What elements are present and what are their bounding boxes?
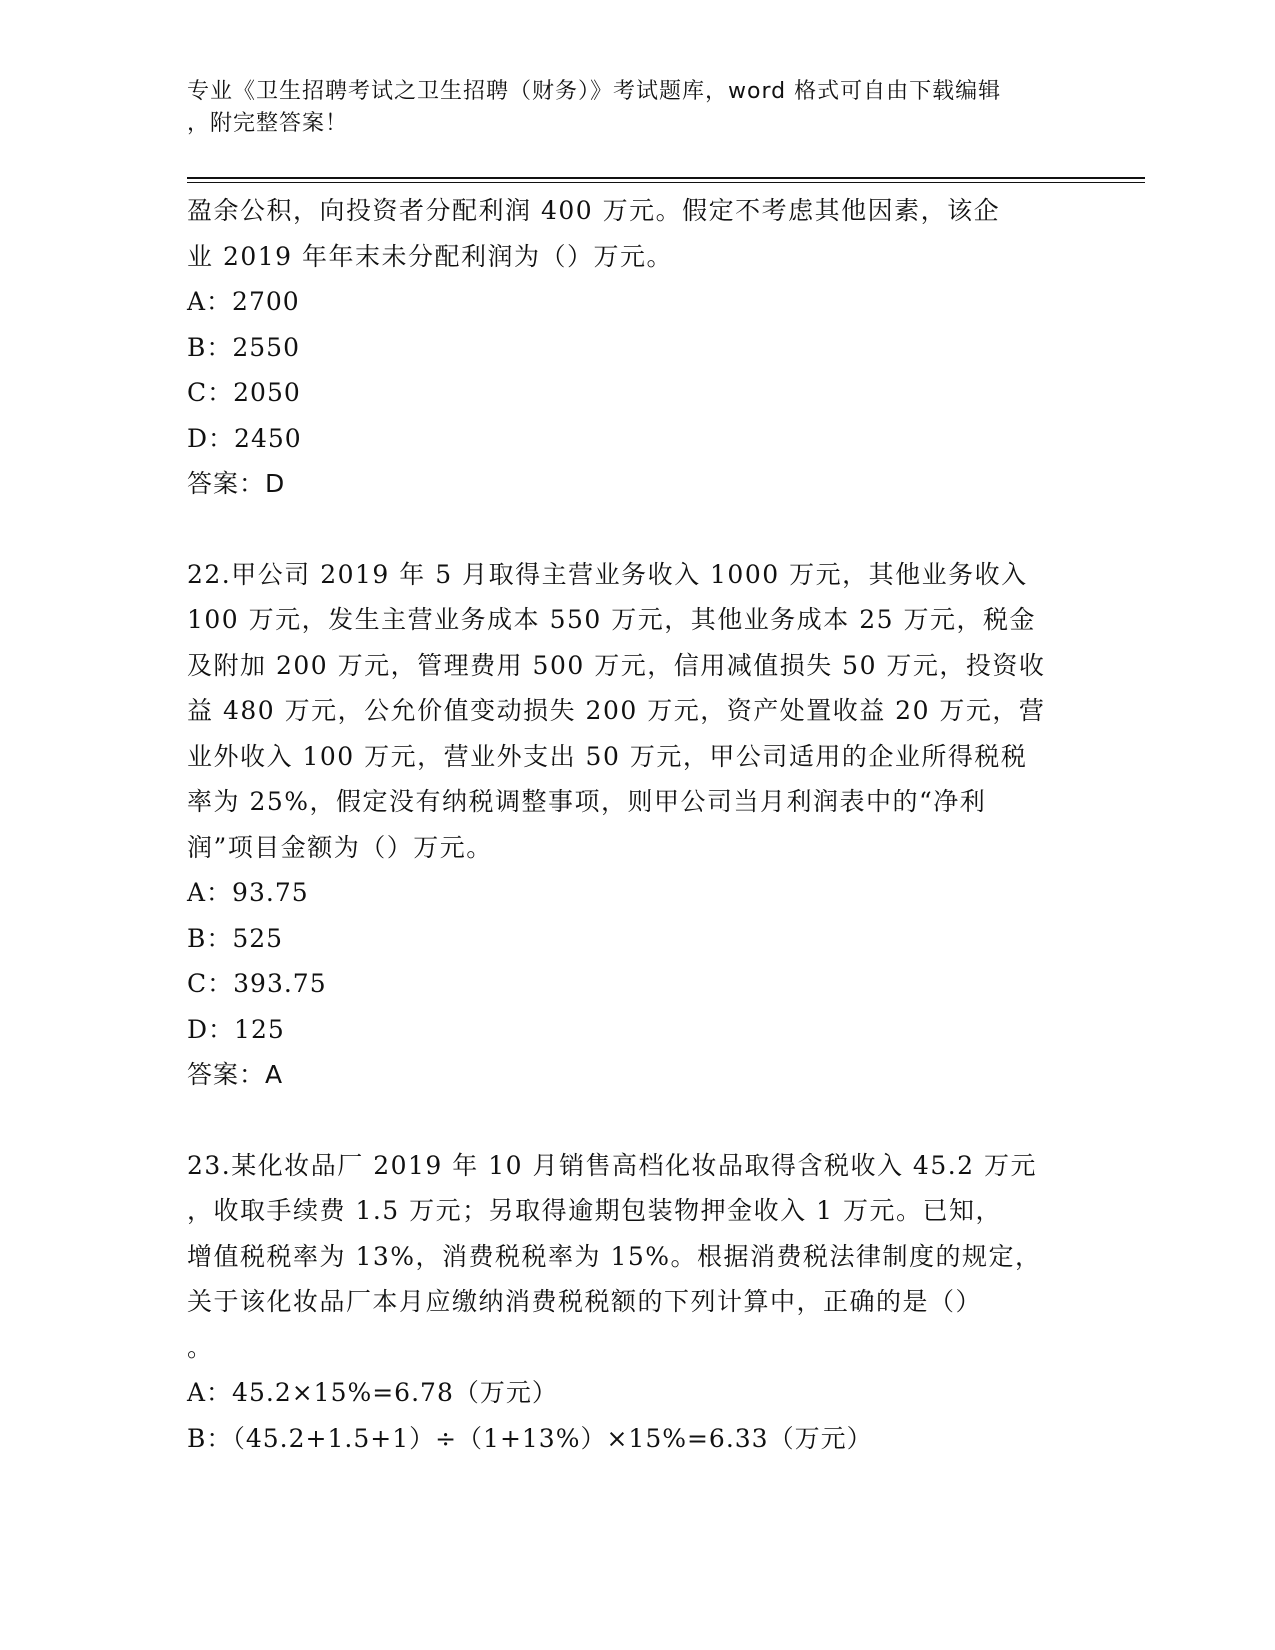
document-header — [187, 76, 1077, 140]
option-d: D：2450 — [187, 423, 302, 453]
header-title-line-2: ，附完整答案！ — [187, 111, 349, 136]
question-text-line: 增值税税率为 13%，消费税税率为 15%。根据消费税法律制度的规定， — [187, 1241, 1042, 1271]
header-divider-thin — [187, 182, 1145, 183]
question-text-line: 22.甲公司 2019 年 5 月取得主营业务收入 1000 万元，其他业务收入 — [187, 559, 1028, 589]
question-text-line: 益 480 万元，公允价值变动损失 200 万元，资产处置收益 20 万元，营 — [187, 696, 1046, 725]
option-b: B：2550 — [187, 332, 300, 362]
question-22 — [187, 552, 1077, 1098]
option-d: D：125 — [187, 1014, 285, 1044]
question-23 — [187, 1143, 1077, 1462]
option-a: A：45.2×15%=6.78（万元） — [187, 1378, 558, 1407]
question-text-line: 率为 25%，假定没有纳税调整事项，则甲公司当月利润表中的“净利 — [187, 787, 987, 816]
option-b: B：525 — [187, 923, 284, 953]
option-c: C：393.75 — [187, 969, 327, 998]
question-text-line: 润”项目金额为（）万元。 — [187, 832, 493, 862]
answer-line: 答案：A — [187, 1060, 284, 1089]
option-a: A：2700 — [187, 287, 300, 316]
header-title-line-1: 专业《卫生招聘考试之卫生招聘（财务）》考试题库，word 格式可自由下载编辑 — [187, 79, 1002, 104]
question-text-line: 及附加 200 万元，管理费用 500 万元，信用减值损失 50 万元，投资收 — [187, 650, 1046, 680]
question-text-line: 业外收入 100 万元，营业外支出 50 万元，甲公司适用的企业所得税税 — [187, 741, 1028, 771]
question-text-line: 23.某化妆品厂 2019 年 10 月销售高档化妆品取得含税收入 45.2 万元 — [187, 1150, 1038, 1180]
question-text-line: 100 万元，发生主营业务成本 550 万元，其他业务成本 25 万元，税金 — [187, 605, 1036, 634]
question-text-line: 关于该化妆品厂本月应缴纳消费税税额的下列计算中，正确的是（） — [187, 1287, 983, 1316]
question-text-line: ，收取手续费 1.5 万元；另取得逾期包装物押金收入 1 万元。已知， — [187, 1196, 1002, 1225]
question-text-line: 。 — [187, 1332, 214, 1362]
question-21-continued — [187, 188, 1077, 507]
option-b: B：（45.2+1.5+1）÷（1+13%）×15%=6.33（万元） — [187, 1423, 873, 1453]
header-divider-thick — [187, 177, 1145, 179]
option-a: A：93.75 — [187, 878, 309, 907]
answer-line: 答案：D — [187, 469, 286, 498]
option-c: C：2050 — [187, 378, 301, 407]
document-body — [187, 188, 1077, 1461]
question-text-line: 业 2019 年年末未分配利润为（）万元。 — [187, 241, 674, 271]
question-text-line: 盈余公积，向投资者分配利润 400 万元。假定不考虑其他因素，该企 — [187, 196, 1001, 225]
